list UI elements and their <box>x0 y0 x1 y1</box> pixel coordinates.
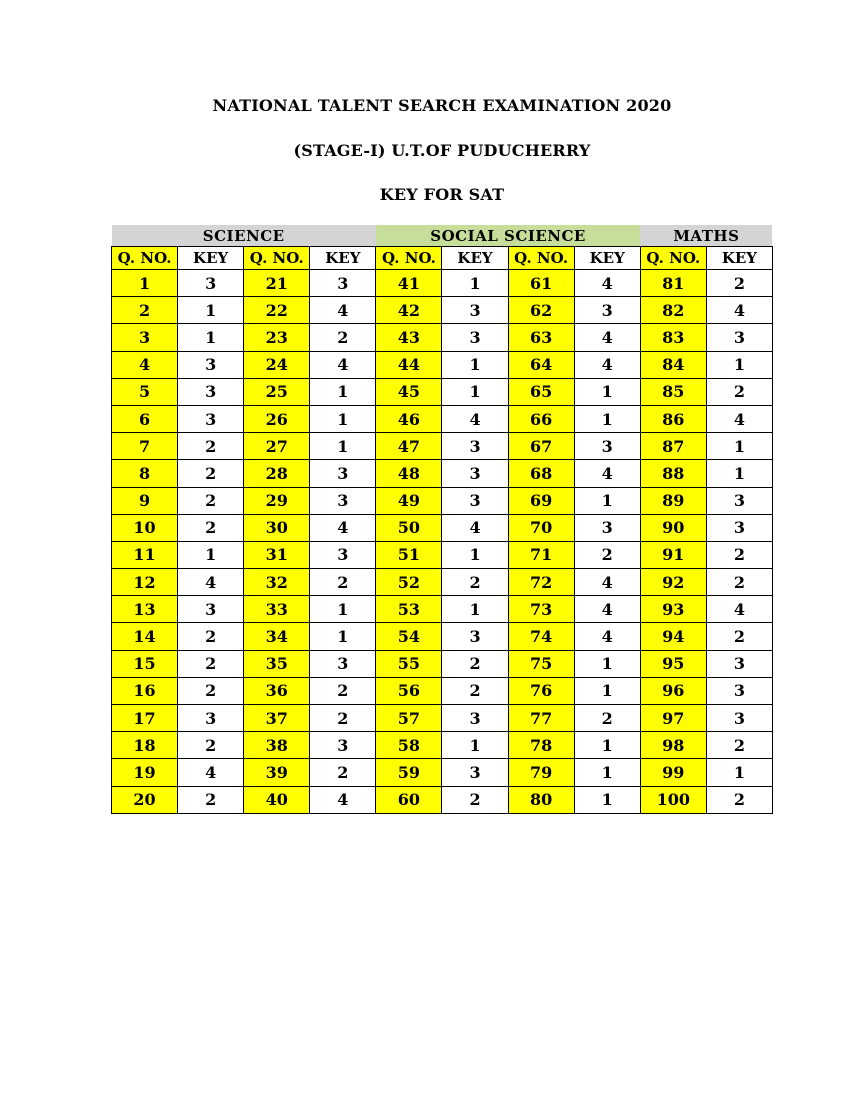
answer-key-cell: 2 <box>574 541 640 568</box>
question-number-cell: 53 <box>376 596 442 623</box>
answer-key-cell: 2 <box>442 677 508 704</box>
table-row <box>112 378 773 405</box>
question-number-cell: 86 <box>640 405 706 432</box>
table-row <box>112 351 773 378</box>
answer-key-cell: 2 <box>178 487 244 514</box>
table-row <box>112 487 773 514</box>
table-row <box>112 732 773 759</box>
question-number-cell: 28 <box>244 460 310 487</box>
answer-key-cell: 4 <box>310 351 376 378</box>
question-number-cell: 41 <box>376 270 442 297</box>
question-number-cell: 68 <box>508 460 574 487</box>
answer-key-cell: 4 <box>442 405 508 432</box>
question-number-cell: 85 <box>640 378 706 405</box>
answer-key-body <box>112 270 773 814</box>
question-number-cell: 67 <box>508 433 574 460</box>
question-number-cell: 54 <box>376 623 442 650</box>
question-number-cell: 16 <box>112 677 178 704</box>
answer-key-cell: 3 <box>706 514 772 541</box>
question-number-cell: 23 <box>244 324 310 351</box>
answer-key-cell: 1 <box>706 759 772 786</box>
answer-key-cell: 3 <box>442 705 508 732</box>
answer-key-cell: 3 <box>310 270 376 297</box>
page-subtitle: (STAGE-I) U.T.OF PUDUCHERRY <box>293 141 591 160</box>
answer-key-cell: 2 <box>178 786 244 813</box>
answer-key-cell: 1 <box>442 270 508 297</box>
question-number-cell: 75 <box>508 650 574 677</box>
answer-key-cell: 3 <box>178 378 244 405</box>
question-number-cell: 56 <box>376 677 442 704</box>
answer-key-cell: 3 <box>442 759 508 786</box>
question-number-cell: 82 <box>640 297 706 324</box>
answer-key-cell: 4 <box>574 351 640 378</box>
question-number-cell: 8 <box>112 460 178 487</box>
answer-key-cell: 3 <box>574 433 640 460</box>
column-header-q-no: Q. NO. <box>640 247 706 270</box>
answer-key-cell: 3 <box>178 351 244 378</box>
question-number-cell: 2 <box>112 297 178 324</box>
column-header-key: KEY <box>706 247 772 270</box>
answer-key-cell: 3 <box>706 650 772 677</box>
table-row <box>112 759 773 786</box>
question-number-cell: 90 <box>640 514 706 541</box>
question-number-cell: 48 <box>376 460 442 487</box>
question-number-cell: 100 <box>640 786 706 813</box>
question-number-cell: 37 <box>244 705 310 732</box>
column-header-q-no: Q. NO. <box>508 247 574 270</box>
question-number-cell: 92 <box>640 569 706 596</box>
question-number-cell: 76 <box>508 677 574 704</box>
table-row <box>112 270 773 297</box>
answer-key-cell: 3 <box>310 460 376 487</box>
question-number-cell: 91 <box>640 541 706 568</box>
answer-key-cell: 3 <box>178 596 244 623</box>
answer-key-cell: 3 <box>178 270 244 297</box>
question-number-cell: 47 <box>376 433 442 460</box>
question-number-cell: 27 <box>244 433 310 460</box>
table-row <box>112 433 773 460</box>
question-number-cell: 22 <box>244 297 310 324</box>
answer-key-cell: 4 <box>574 324 640 351</box>
answer-key-cell: 3 <box>178 405 244 432</box>
question-number-cell: 51 <box>376 541 442 568</box>
question-number-cell: 46 <box>376 405 442 432</box>
answer-key-cell: 1 <box>706 351 772 378</box>
question-number-cell: 70 <box>508 514 574 541</box>
question-number-cell: 13 <box>112 596 178 623</box>
answer-key-cell: 3 <box>442 324 508 351</box>
answer-key-cell: 2 <box>178 677 244 704</box>
answer-key-cell: 3 <box>178 705 244 732</box>
question-number-cell: 60 <box>376 786 442 813</box>
section-social-science: SOCIAL SCIENCE <box>376 225 640 247</box>
answer-key-cell: 2 <box>706 623 772 650</box>
answer-key-cell: 1 <box>310 433 376 460</box>
answer-key-cell: 3 <box>706 677 772 704</box>
answer-key-cell: 4 <box>310 297 376 324</box>
question-number-cell: 31 <box>244 541 310 568</box>
answer-key-cell: 4 <box>574 596 640 623</box>
question-number-cell: 66 <box>508 405 574 432</box>
question-number-cell: 80 <box>508 786 574 813</box>
column-header-key: KEY <box>574 247 640 270</box>
question-number-cell: 21 <box>244 270 310 297</box>
question-number-cell: 35 <box>244 650 310 677</box>
question-number-cell: 38 <box>244 732 310 759</box>
answer-key-cell: 3 <box>310 487 376 514</box>
answer-key-cell: 1 <box>310 596 376 623</box>
answer-key-cell: 4 <box>574 460 640 487</box>
column-header-q-no: Q. NO. <box>376 247 442 270</box>
answer-key-cell: 1 <box>442 378 508 405</box>
question-number-cell: 45 <box>376 378 442 405</box>
answer-key-cell: 2 <box>706 786 772 813</box>
table-row <box>112 623 773 650</box>
table-row <box>112 569 773 596</box>
question-number-cell: 65 <box>508 378 574 405</box>
answer-key-cell: 2 <box>310 677 376 704</box>
answer-key-cell: 1 <box>706 433 772 460</box>
question-number-cell: 94 <box>640 623 706 650</box>
question-number-cell: 95 <box>640 650 706 677</box>
question-number-cell: 36 <box>244 677 310 704</box>
table-row <box>112 677 773 704</box>
question-number-cell: 5 <box>112 378 178 405</box>
question-number-cell: 73 <box>508 596 574 623</box>
question-number-cell: 83 <box>640 324 706 351</box>
answer-key-cell: 1 <box>706 460 772 487</box>
answer-key-cell: 1 <box>574 759 640 786</box>
answer-key-cell: 2 <box>178 514 244 541</box>
question-number-cell: 93 <box>640 596 706 623</box>
question-number-cell: 17 <box>112 705 178 732</box>
answer-key-cell: 4 <box>706 297 772 324</box>
question-number-cell: 30 <box>244 514 310 541</box>
page-title: NATIONAL TALENT SEARCH EXAMINATION 2020 <box>212 96 672 115</box>
question-number-cell: 69 <box>508 487 574 514</box>
answer-key-cell: 3 <box>442 623 508 650</box>
question-number-cell: 39 <box>244 759 310 786</box>
section-header-row <box>112 225 773 247</box>
column-header-key: KEY <box>442 247 508 270</box>
question-number-cell: 96 <box>640 677 706 704</box>
column-header-q-no: Q. NO. <box>112 247 178 270</box>
question-number-cell: 79 <box>508 759 574 786</box>
table-row <box>112 514 773 541</box>
answer-key-cell: 1 <box>310 405 376 432</box>
answer-key-cell: 4 <box>178 759 244 786</box>
answer-key-table <box>111 225 773 814</box>
question-number-cell: 97 <box>640 705 706 732</box>
answer-key-cell: 1 <box>442 541 508 568</box>
question-number-cell: 15 <box>112 650 178 677</box>
answer-key-cell: 1 <box>574 405 640 432</box>
question-number-cell: 72 <box>508 569 574 596</box>
question-number-cell: 55 <box>376 650 442 677</box>
question-number-cell: 74 <box>508 623 574 650</box>
section-maths: MATHS <box>640 225 772 247</box>
table-row <box>112 405 773 432</box>
answer-key-cell: 2 <box>706 541 772 568</box>
question-number-cell: 24 <box>244 351 310 378</box>
answer-key-cell: 1 <box>310 378 376 405</box>
question-number-cell: 87 <box>640 433 706 460</box>
answer-key-cell: 3 <box>310 650 376 677</box>
question-number-cell: 18 <box>112 732 178 759</box>
table-row <box>112 297 773 324</box>
question-number-cell: 78 <box>508 732 574 759</box>
answer-key-cell: 4 <box>442 514 508 541</box>
table-row <box>112 650 773 677</box>
question-number-cell: 84 <box>640 351 706 378</box>
table-row <box>112 324 773 351</box>
question-number-cell: 52 <box>376 569 442 596</box>
question-number-cell: 32 <box>244 569 310 596</box>
table-row <box>112 541 773 568</box>
question-number-cell: 40 <box>244 786 310 813</box>
answer-key-cell: 2 <box>310 324 376 351</box>
question-number-cell: 42 <box>376 297 442 324</box>
column-header-q-no: Q. NO. <box>244 247 310 270</box>
answer-key-cell: 2 <box>178 460 244 487</box>
answer-key-cell: 4 <box>310 514 376 541</box>
question-number-cell: 29 <box>244 487 310 514</box>
answer-key-cell: 3 <box>574 514 640 541</box>
answer-key-cell: 2 <box>706 732 772 759</box>
answer-key-cell: 1 <box>178 541 244 568</box>
answer-key-cell: 3 <box>310 541 376 568</box>
question-number-cell: 61 <box>508 270 574 297</box>
question-number-cell: 71 <box>508 541 574 568</box>
answer-key-cell: 1 <box>442 732 508 759</box>
answer-key-cell: 2 <box>310 759 376 786</box>
question-number-cell: 88 <box>640 460 706 487</box>
answer-key-cell: 4 <box>574 270 640 297</box>
question-number-cell: 11 <box>112 541 178 568</box>
answer-key-cell: 3 <box>706 705 772 732</box>
question-number-cell: 33 <box>244 596 310 623</box>
table-row <box>112 786 773 813</box>
question-number-cell: 19 <box>112 759 178 786</box>
answer-key-cell: 2 <box>178 650 244 677</box>
answer-key-cell: 4 <box>706 405 772 432</box>
question-number-cell: 77 <box>508 705 574 732</box>
answer-key-cell: 4 <box>178 569 244 596</box>
answer-key-cell: 4 <box>574 569 640 596</box>
question-number-cell: 50 <box>376 514 442 541</box>
question-number-cell: 57 <box>376 705 442 732</box>
answer-key-cell: 2 <box>310 705 376 732</box>
question-number-cell: 99 <box>640 759 706 786</box>
question-number-cell: 7 <box>112 433 178 460</box>
answer-key-cell: 1 <box>178 297 244 324</box>
answer-key-cell: 2 <box>706 569 772 596</box>
question-number-cell: 26 <box>244 405 310 432</box>
column-header-key: KEY <box>178 247 244 270</box>
question-number-cell: 44 <box>376 351 442 378</box>
question-number-cell: 89 <box>640 487 706 514</box>
answer-key-cell: 1 <box>574 378 640 405</box>
question-number-cell: 9 <box>112 487 178 514</box>
question-number-cell: 98 <box>640 732 706 759</box>
question-number-cell: 4 <box>112 351 178 378</box>
answer-key-cell: 3 <box>442 297 508 324</box>
answer-key-cell: 1 <box>442 351 508 378</box>
question-number-cell: 58 <box>376 732 442 759</box>
question-number-cell: 49 <box>376 487 442 514</box>
answer-key-cell: 2 <box>178 433 244 460</box>
question-number-cell: 63 <box>508 324 574 351</box>
table-row <box>112 596 773 623</box>
table-row <box>112 460 773 487</box>
answer-key-cell: 2 <box>442 650 508 677</box>
answer-key-cell: 1 <box>574 487 640 514</box>
answer-key-cell: 1 <box>310 623 376 650</box>
answer-key-cell: 1 <box>574 732 640 759</box>
column-header-key: KEY <box>310 247 376 270</box>
answer-key-cell: 4 <box>310 786 376 813</box>
answer-key-cell: 3 <box>574 297 640 324</box>
answer-key-cell: 2 <box>706 378 772 405</box>
section-science: SCIENCE <box>112 225 376 247</box>
answer-key-cell: 1 <box>574 786 640 813</box>
answer-key-cell: 2 <box>310 569 376 596</box>
answer-key-cell: 3 <box>310 732 376 759</box>
answer-key-cell: 2 <box>178 623 244 650</box>
question-number-cell: 14 <box>112 623 178 650</box>
key-title: KEY FOR SAT <box>379 185 505 204</box>
answer-key-cell: 1 <box>574 650 640 677</box>
answer-key-cell: 1 <box>574 677 640 704</box>
answer-key-cell: 3 <box>442 433 508 460</box>
answer-key-cell: 3 <box>442 460 508 487</box>
answer-key-cell: 4 <box>574 623 640 650</box>
question-number-cell: 20 <box>112 786 178 813</box>
answer-key-cell: 1 <box>442 596 508 623</box>
question-number-cell: 6 <box>112 405 178 432</box>
answer-key-cell: 3 <box>706 487 772 514</box>
question-number-cell: 34 <box>244 623 310 650</box>
question-number-cell: 25 <box>244 378 310 405</box>
answer-key-cell: 2 <box>706 270 772 297</box>
answer-key-cell: 2 <box>442 786 508 813</box>
answer-key-cell: 1 <box>178 324 244 351</box>
question-number-cell: 43 <box>376 324 442 351</box>
answer-key-cell: 3 <box>706 324 772 351</box>
question-number-cell: 3 <box>112 324 178 351</box>
answer-key-cell: 2 <box>574 705 640 732</box>
question-number-cell: 12 <box>112 569 178 596</box>
question-number-cell: 59 <box>376 759 442 786</box>
question-number-cell: 62 <box>508 297 574 324</box>
answer-key-cell: 2 <box>442 569 508 596</box>
question-number-cell: 10 <box>112 514 178 541</box>
column-header-row <box>112 247 773 270</box>
answer-key-cell: 2 <box>178 732 244 759</box>
question-number-cell: 81 <box>640 270 706 297</box>
question-number-cell: 64 <box>508 351 574 378</box>
answer-key-cell: 4 <box>706 596 772 623</box>
answer-key-cell: 3 <box>442 487 508 514</box>
table-row <box>112 705 773 732</box>
question-number-cell: 1 <box>112 270 178 297</box>
